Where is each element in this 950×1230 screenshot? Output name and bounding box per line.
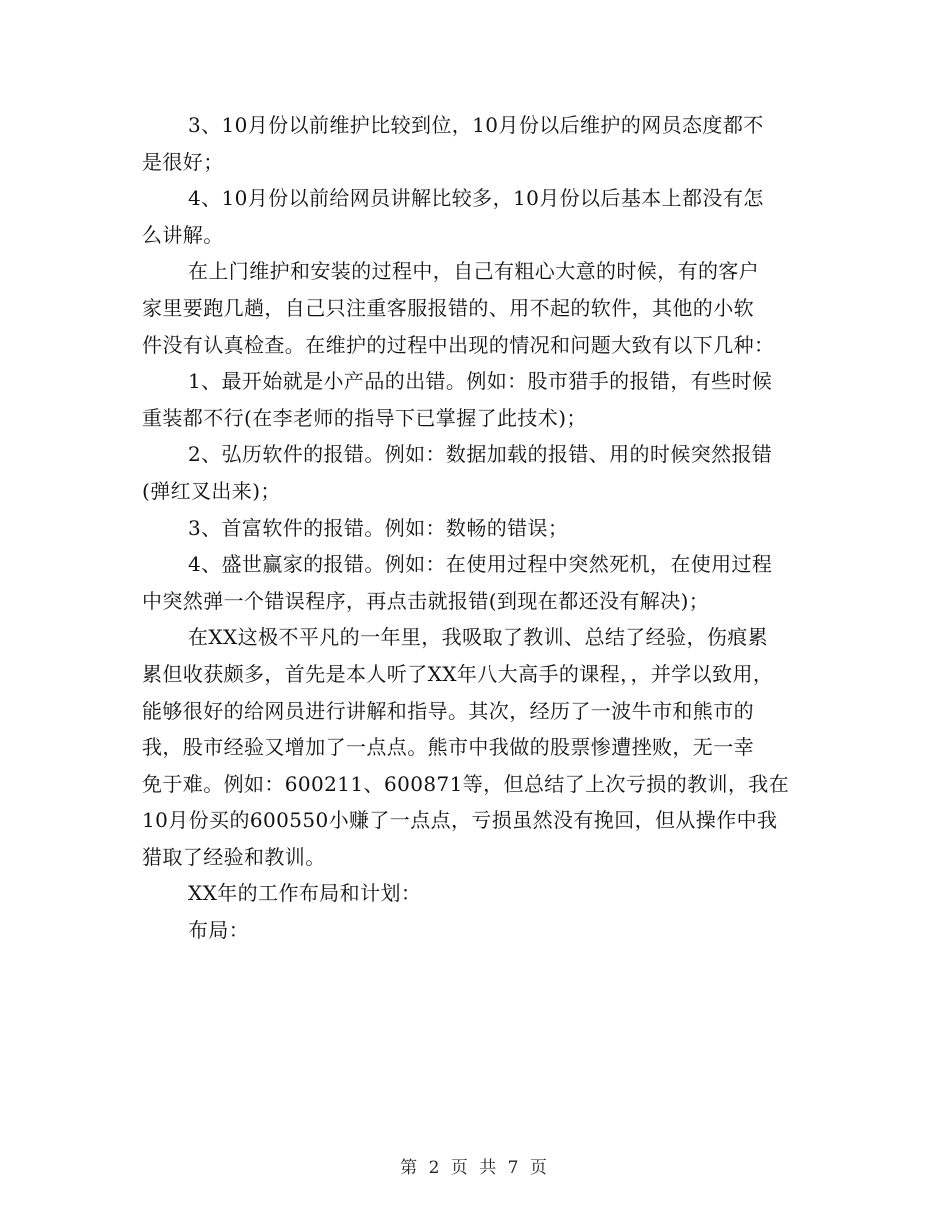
text-line: 能够很好的给网员进行讲解和指导。其次，经历了一波牛市和熊市的 [142,698,754,723]
text-line: 2、弘历软件的报错。例如：数据加载的报错、用的时候突然报错 [188,442,773,467]
text-line: 累但收获颇多，首先是本人听了XX年八大高手的课程，，并学以致用， [142,661,774,686]
text-line: 重装都不行(在李老师的指导下已掌握了此技术)； [142,405,587,430]
text-line: XX年的工作布局和计划： [188,881,422,906]
text-line: 中突然弹一个错误程序，再点击就报错(到现在都还没有解决)； [142,588,710,613]
text-line: 免于难。例如：600211、600871等，但总结了上次亏损的教训，我在 [142,771,790,796]
text-line: 1、最开始就是小产品的出错。例如：股市猎手的报错，有些时候 [188,369,773,394]
text-line: 是很好； [142,149,224,174]
text-line: 在上门维护和安装的过程中，自己有粗心大意的时候，有的客户 [188,259,760,284]
text-line: 3、首富软件的报错。例如：数畅的错误； [188,515,569,540]
text-line: 布局： [188,918,250,943]
text-line: 么讲解。 [142,222,224,247]
text-line: 3、10月份以前维护比较到位，10月份以后维护的网员态度都不 [188,113,764,137]
text-line: (弹红叉出来)； [142,478,281,503]
text-line: 4、10月份以前给网员讲解比较多，10月份以后基本上都没有怎 [188,186,764,211]
page-footer: 第 2 页 共 7 页 [400,1158,550,1178]
text-line: 我，股市经验又增加了一点点。熊市中我做的股票惨遭挫败，无一幸 [142,735,754,760]
document-body [142,107,812,949]
text-line: 件没有认真检查。在维护的过程中出现的情况和问题大致有以下几种： [142,332,775,357]
text-line: 在XX这极不平凡的一年里，我吸取了教训、总结了经验，伤痕累 [188,625,769,650]
text-line: 家里要跑几趟，自己只注重客服报错的、用不起的软件，其他的小软 [142,295,754,320]
text-line: 猎取了经验和教训。 [142,844,326,869]
text-line: 10月份买的600550小赚了一点点，亏损虽然没有挽回，但从操作中我 [142,808,778,833]
text-line: 4、盛世赢家的报错。例如：在使用过程中突然死机，在使用过程 [188,552,773,577]
